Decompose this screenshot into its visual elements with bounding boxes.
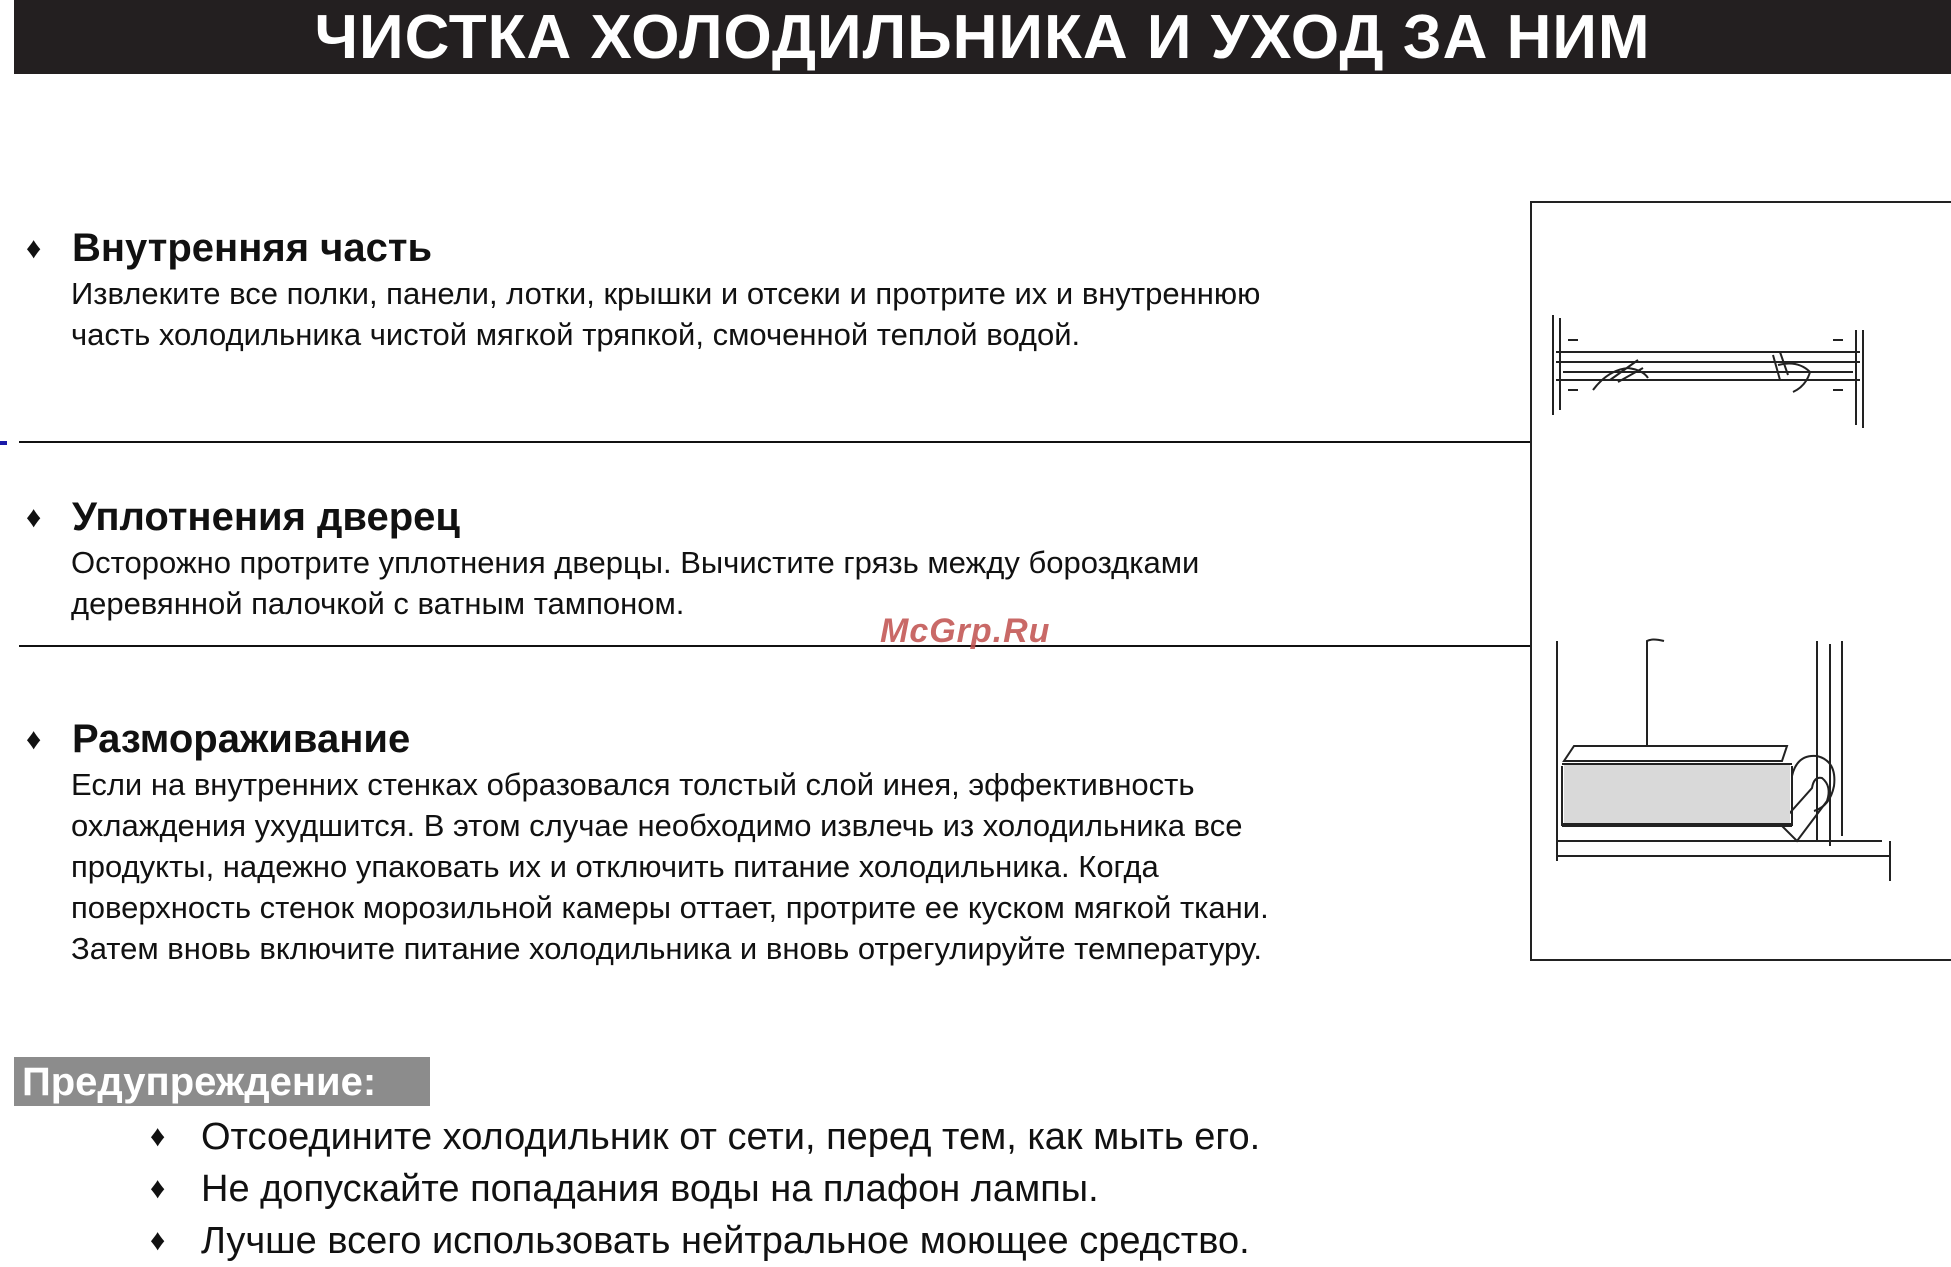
warning-label: Предупреждение: xyxy=(14,1057,430,1106)
page-title: ЧИСТКА ХОЛОДИЛЬНИКА И УХОД ЗА НИМ xyxy=(314,3,1651,72)
divider xyxy=(19,441,1531,443)
shelf-cleaning-illustration-icon xyxy=(1548,310,1868,435)
section-body: Осторожно протрите уплотнения дверцы. Вычистите грязь между бороздками деревянной палочкой с ватным тампоном. xyxy=(71,545,1200,621)
edge-marker xyxy=(0,441,7,445)
header-bar xyxy=(14,0,1951,74)
section-title: Уплотнения дверец xyxy=(72,495,461,539)
section-bullet: ♦ xyxy=(26,723,42,756)
section-bullet: ♦ xyxy=(26,501,42,534)
door-bin-cleaning-illustration-icon xyxy=(1552,636,1897,886)
section-body: Извлеките все полки, панели, лотки, крышки и отсеки и протрите их и внутреннюю часть холодильника чистой мягкой тряпкой, смоченной теплой водой. xyxy=(71,276,1261,352)
warning-text: Отсоедините холодильник от сети, перед тем, как мыть его. xyxy=(201,1116,1261,1158)
section-body: Если на внутренних стенках образовался толстый слой инея, эффективность охлаждения ухудшится. В этом случае необходимо извлечь из холодильника все продукты, надежно упаковать их и отключить питание холодильника. Когда поверхность стенок морозильной камеры оттает, протрите ее куском мягкой ткани. Затем вновь включите питание холодильника и вновь отрегулируйте температуру. xyxy=(71,767,1269,966)
warning-bullet: ♦ xyxy=(150,1120,166,1153)
section-bullet: ♦ xyxy=(26,232,42,265)
warning-text: Не допускайте попадания воды на плафон лампы. xyxy=(201,1168,1099,1210)
warning-text: Лучше всего использовать нейтральное моющее средство. xyxy=(201,1220,1250,1262)
warning-bullet: ♦ xyxy=(150,1172,166,1205)
divider xyxy=(19,645,1531,647)
warning-bullet: ♦ xyxy=(150,1224,166,1257)
section-title: Размораживание xyxy=(72,717,411,761)
watermark: McGrp.Ru xyxy=(880,612,1051,650)
section-title: Внутренняя часть xyxy=(72,226,433,270)
